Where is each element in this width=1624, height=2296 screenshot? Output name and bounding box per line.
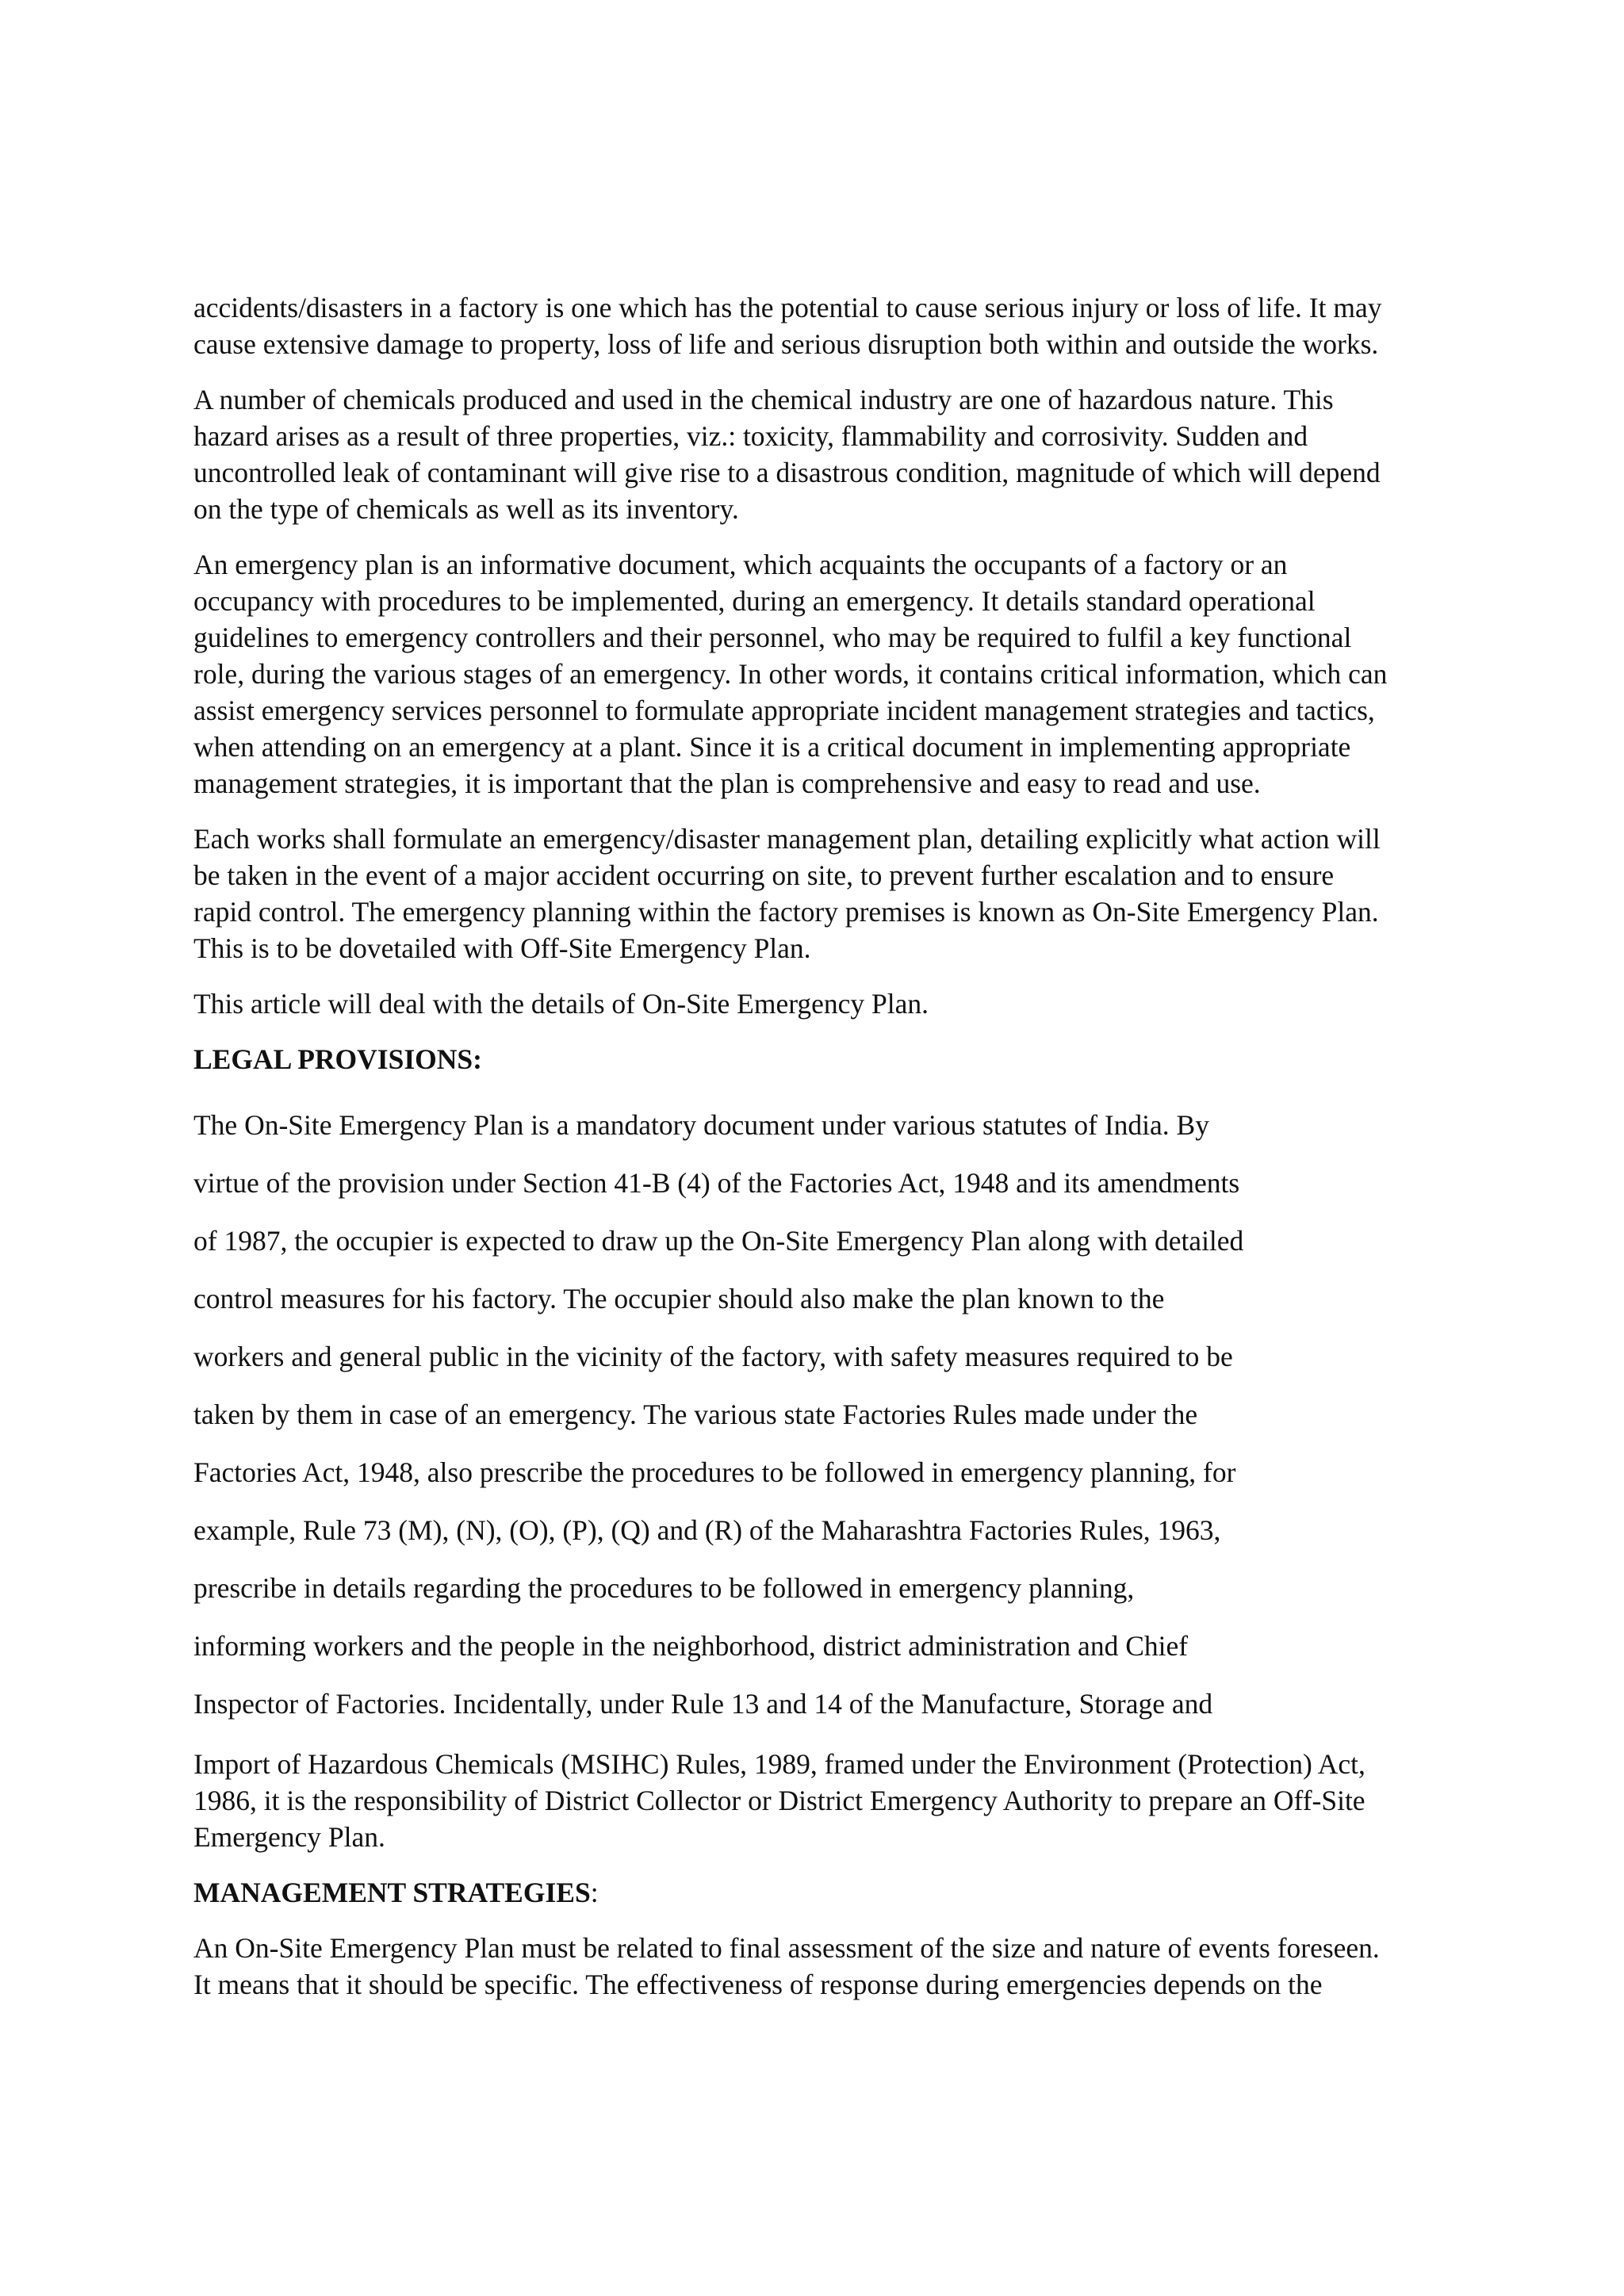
paragraph-each-works <box>193 821 1446 966</box>
text-line: management strategies, it is important that the plan is comprehensive and easy to read and use. <box>193 767 1261 799</box>
text-line: occupancy with procedures to be implemented, during an emergency. It details standard operational <box>193 585 1316 617</box>
text-line: be taken in the event of a major accident occurring on site, to prevent further escalation and to ensure <box>193 859 1335 891</box>
paragraph-accidents <box>193 289 1446 362</box>
paragraph-management-strategies <box>193 1930 1446 2003</box>
text-line: guidelines to emergency controllers and their personnel, who may be required to fulfil a key functional <box>193 622 1352 653</box>
text-line: An emergency plan is an informative document, which acquaints the occupants of a factory or an <box>193 549 1288 580</box>
heading-legal-provisions: LEGAL PROVISIONS: <box>193 1043 482 1075</box>
text-line: It means that it should be specific. The effectiveness of response during emergencies depends on the <box>193 1969 1323 2000</box>
paragraph-msihc-rules <box>193 1746 1446 1855</box>
text-line: Each works shall formulate an emergency/disaster management plan, detailing explicitly what action will <box>193 823 1381 855</box>
text-line: accidents/disasters in a factory is one which has the potential to cause serious injury or loss of life. It may <box>193 292 1382 323</box>
text-line: on the type of chemicals as well as its inventory. <box>193 493 739 525</box>
text-line: cause extensive damage to property, loss of life and serious disruption both within and outside the works. <box>193 328 1379 360</box>
text-line: virtue of the provision under Section 41-B (4) of the Factories Act, 1948 and its amendments <box>193 1167 1240 1199</box>
text-line: workers and general public in the vicinity of the factory, with safety measures required to be <box>193 1341 1233 1372</box>
document-body <box>193 289 1446 2022</box>
text-line: when attending on an emergency at a plant. Since it is a critical document in implementing appropriate <box>193 731 1351 763</box>
text-line: The On-Site Emergency Plan is a mandatory document under various statutes of India. By <box>193 1109 1209 1141</box>
text-line: 1986, it is the responsibility of District Collector or District Emergency Authority to prepare an Off-Site <box>193 1785 1365 1816</box>
paragraph-emergency-plan <box>193 546 1446 802</box>
text-line: prescribe in details regarding the procedures to be followed in emergency planning, <box>193 1572 1135 1604</box>
text-line: informing workers and the people in the neighborhood, district administration and Chief <box>193 1630 1189 1662</box>
heading-management-text: MANAGEMENT STRATEGIES <box>193 1877 591 1908</box>
text-line: rapid control. The emergency planning within the factory premises is known as On-Site Emergency Plan. <box>193 896 1379 928</box>
text-line: role, during the various stages of an emergency. In other words, it contains critical information, which can <box>193 658 1388 690</box>
text-line: hazard arises as a result of three properties, viz.: toxicity, flammability and corrosivity. Sudden and <box>193 420 1308 452</box>
text-line: uncontrolled leak of contaminant will give rise to a disastrous condition, magnitude of which will depend <box>193 457 1381 488</box>
paragraph-hazardous-chemicals <box>193 381 1446 527</box>
text-line: taken by them in case of an emergency. The various state Factories Rules made under the <box>193 1399 1198 1430</box>
heading-management-colon: : <box>590 1877 599 1908</box>
text-line: Inspector of Factories. Incidentally, under Rule 13 and 14 of the Manufacture, Storage and <box>193 1688 1213 1720</box>
text-line: example, Rule 73 (M), (N), (O), (P), (Q) and (R) of the Maharashtra Factories Rules, 1963, <box>193 1514 1221 1546</box>
text-line: control measures for his factory. The occupier should also make the plan known to the <box>193 1283 1165 1314</box>
text-line: of 1987, the occupier is expected to draw up the On-Site Emergency Plan along with detailed <box>193 1225 1244 1257</box>
text-line: This is to be dovetailed with Off-Site Emergency Plan. <box>193 932 811 964</box>
heading-management-strategies <box>193 1874 1446 1911</box>
text-line: assist emergency services personnel to formulate appropriate incident management strategies and tactics, <box>193 695 1375 726</box>
text-line: A number of chemicals produced and used in the chemical industry are one of hazardous nature. This <box>193 384 1334 415</box>
text-line: An On-Site Emergency Plan must be related to final assessment of the size and nature of events foreseen. <box>193 1932 1380 1964</box>
text-line: Emergency Plan. <box>193 1821 385 1853</box>
text-line: Import of Hazardous Chemicals (MSIHC) Rules, 1989, framed under the Environment (Protection) Act, <box>193 1748 1365 1780</box>
text-line: This article will deal with the details of On-Site Emergency Plan. <box>193 988 929 1020</box>
text-line: Factories Act, 1948, also prescribe the procedures to be followed in emergency planning, for <box>193 1456 1236 1488</box>
paragraph-article-scope <box>193 985 1446 1022</box>
paragraph-legal-provisions <box>193 1096 1446 1733</box>
